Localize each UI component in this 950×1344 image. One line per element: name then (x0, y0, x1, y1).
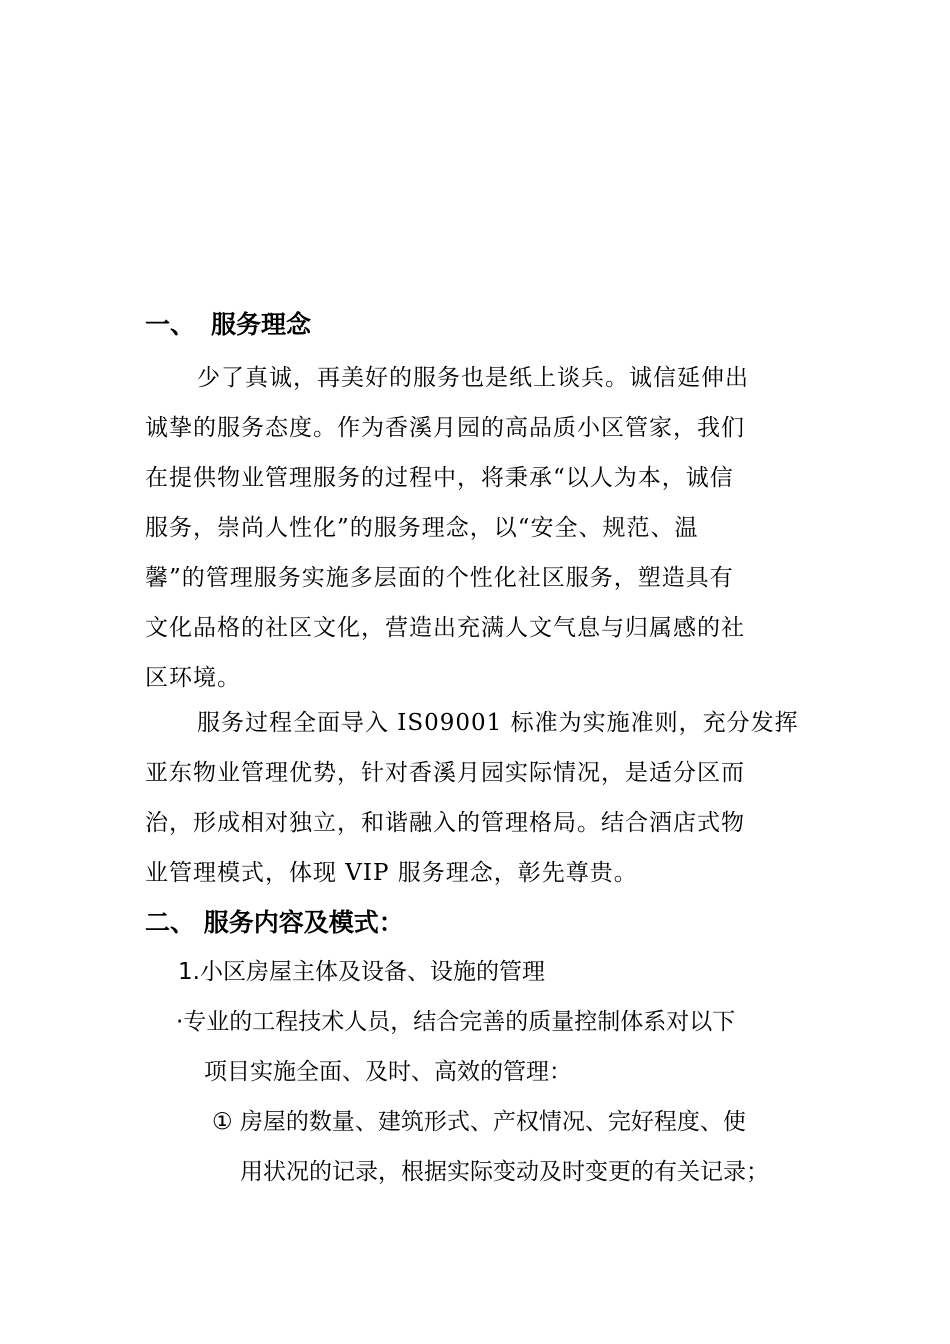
section-2-heading: 二、 服务内容及模式： (145, 908, 404, 937)
paragraph-line: 治，形成相对独立，和谐融入的管理格局。结合酒店式物 (145, 810, 745, 836)
paragraph-line: 少了真诚，再美好的服务也是纸上谈兵。诚信延伸出 (197, 365, 749, 391)
sub-item-line-2: 用状况的记录，根据实际变动及时变更的有关记录； (240, 1159, 769, 1185)
paragraph-line: 诚挚的服务态度。作为香溪月园的高品质小区管家，我们 (145, 415, 745, 441)
section-1-heading (145, 305, 311, 345)
paragraph-line: 区环境。 (145, 665, 241, 691)
paragraph-line: 在提供物业管理服务的过程中，将秉承“以人为本，诚信 (145, 465, 734, 491)
paragraph-service-philosophy (145, 353, 810, 703)
section-1-title: 服务理念 (211, 310, 312, 339)
sub-item-line-1: ① 房屋的数量、建筑形式、产权情况、完好程度、使 (212, 1109, 746, 1135)
item-1-heading: 1.小区房屋主体及设备、设施的管理 (178, 959, 545, 985)
paragraph-line: 亚东物业管理优势，针对香溪月园实际情况，是适分区而 (145, 760, 745, 786)
paragraph-line: 文化品格的社区文化，营造出充满人文气息与归属感的社 (145, 615, 745, 641)
paragraph-iso-standard (145, 698, 810, 898)
section-1-number: 一、 (145, 310, 196, 339)
bullet-line-2: 项目实施全面、及时、高效的管理： (204, 1059, 572, 1085)
paragraph-line: 馨”的管理服务实施多层面的个性化社区服务，塑造具有 (145, 565, 734, 591)
paragraph-line: 服务，崇尚人性化”的服务理念，以“安全、规范、温 (145, 515, 699, 541)
bullet-line-1: ·专业的工程技术人员，结合完善的质量控制体系对以下 (176, 1009, 736, 1035)
paragraph-line: 服务过程全面导入 IS09001 标准为实施准则，充分发挥 (197, 710, 799, 736)
paragraph-line: 业管理模式，体现 VIP 服务理念，彰先尊贵。 (145, 860, 638, 886)
